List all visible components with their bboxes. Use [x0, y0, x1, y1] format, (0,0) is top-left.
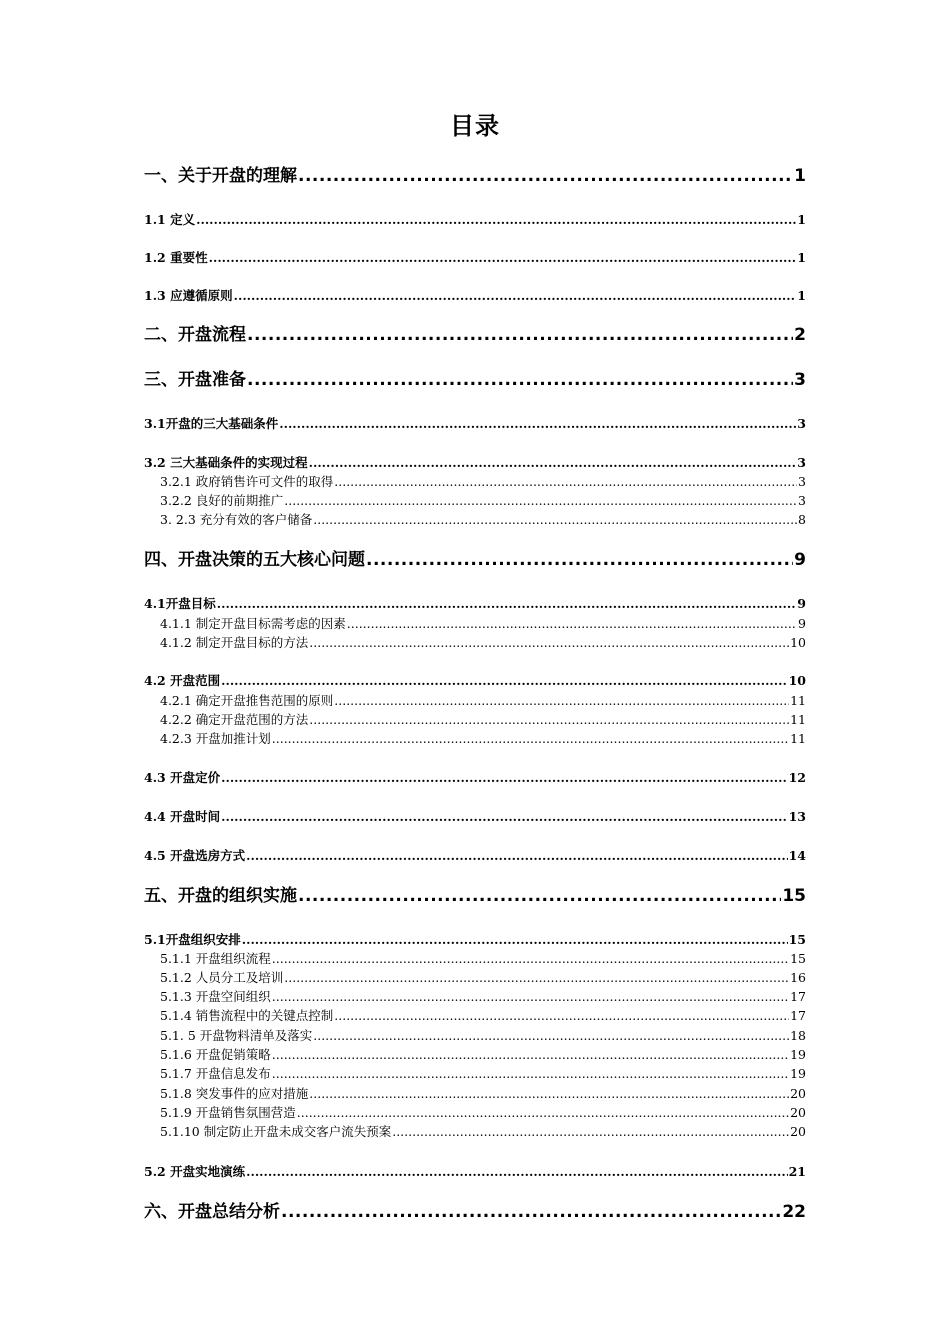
toc-entry-page: 17	[790, 989, 806, 1004]
toc-entry-text: 4.4 开盘时间	[144, 809, 221, 824]
toc-entry-level1[interactable]	[144, 548, 806, 572]
toc-entry-level2[interactable]	[144, 1163, 806, 1181]
toc-entry-page: 17	[790, 1008, 806, 1023]
toc-entry-text: 4.3 开盘定价	[144, 770, 221, 785]
dot-leader	[347, 615, 797, 633]
toc-entry-text: 3.2 三大基础条件的实现过程	[144, 455, 308, 470]
dot-leader	[246, 847, 787, 865]
toc-entry-level2[interactable]	[144, 595, 806, 613]
dot-leader	[272, 950, 789, 968]
dot-leader	[297, 1104, 789, 1122]
toc-entry-page: 11	[790, 712, 806, 727]
dot-leader	[313, 511, 797, 529]
toc-entry-level2[interactable]	[144, 211, 806, 229]
toc-entry-text: 4.2.1 确定开盘推售范围的原则	[160, 693, 334, 708]
toc-entry-text: 5.1. 5 开盘物料清单及落实	[160, 1028, 313, 1043]
toc-entry-page: 20	[790, 1124, 806, 1139]
toc-entry-text: 5.2 开盘实地演练	[144, 1164, 246, 1179]
toc-entry-level2[interactable]	[144, 415, 806, 433]
toc-entry-level2[interactable]	[144, 454, 806, 472]
toc-entry-text: 一、关于开盘的理解	[144, 166, 297, 186]
dot-leader	[217, 595, 797, 613]
toc-entry-page: 3	[794, 370, 806, 390]
toc-entry-level3[interactable]	[160, 969, 806, 987]
toc-entry-page: 20	[790, 1086, 806, 1101]
toc-entry-level3[interactable]	[160, 1027, 806, 1045]
toc-entry-level3[interactable]	[160, 1104, 806, 1122]
toc-entry-page: 16	[790, 970, 806, 985]
toc-entry-level3[interactable]	[160, 473, 806, 491]
toc-entry-level1[interactable]	[144, 1200, 806, 1224]
dot-leader	[247, 323, 793, 347]
dot-leader	[298, 164, 793, 188]
toc-entry-level3[interactable]	[160, 730, 806, 748]
toc-entry-level3[interactable]	[160, 988, 806, 1006]
toc-entry-page: 11	[790, 731, 806, 746]
toc-entry-text: 四、开盘决策的五大核心问题	[144, 550, 365, 570]
dot-leader	[209, 249, 797, 267]
dot-leader	[392, 1123, 789, 1141]
toc-entry-level3[interactable]	[160, 1085, 806, 1103]
toc-entry-page: 1	[797, 288, 806, 303]
toc-entry-level3[interactable]	[160, 1065, 806, 1083]
toc-entry-text: 二、开盘流程	[144, 325, 246, 345]
toc-entry-level2[interactable]	[144, 249, 806, 267]
toc-entry-text: 5.1.8 突发事件的应对措施	[160, 1086, 309, 1101]
dot-leader	[247, 368, 793, 392]
toc-entry-page: 19	[790, 1047, 806, 1062]
toc-entry-level3[interactable]	[160, 711, 806, 729]
toc-entry-level2[interactable]	[144, 287, 806, 305]
toc-entry-level1[interactable]	[144, 884, 806, 908]
toc-entry-level2[interactable]	[144, 847, 806, 865]
toc-title: 目录	[450, 112, 500, 140]
toc-entry-page: 1	[797, 250, 806, 265]
toc-entry-level3[interactable]	[160, 634, 806, 652]
toc-entry-level3[interactable]	[160, 615, 806, 633]
dot-leader	[334, 473, 797, 491]
toc-entry-page: 1	[794, 166, 806, 186]
toc-entry-text: 三、开盘准备	[144, 370, 246, 390]
dot-leader	[246, 1163, 787, 1181]
toc-entry-page: 15	[782, 886, 806, 906]
toc-entry-page: 3	[798, 493, 806, 508]
toc-entry-text: 4.1.1 制定开盘目标需考虑的因素	[160, 616, 346, 631]
toc-entry-text: 4.2 开盘范围	[144, 673, 221, 688]
dot-leader	[334, 1007, 789, 1025]
toc-entry-page: 9	[794, 550, 806, 570]
toc-entry-text: 5.1.7 开盘信息发布	[160, 1066, 271, 1081]
dot-leader	[284, 492, 797, 510]
toc-entry-level3[interactable]	[160, 511, 806, 529]
toc-entry-text: 1.3 应遵循原则	[144, 288, 233, 303]
dot-leader	[313, 1027, 789, 1045]
toc-entry-page: 20	[790, 1105, 806, 1120]
toc-entry-level2[interactable]	[144, 931, 806, 949]
toc-entry-page: 9	[797, 596, 806, 611]
dot-leader	[242, 931, 788, 949]
toc-entry-level1[interactable]	[144, 368, 806, 392]
dot-leader	[366, 548, 793, 572]
toc-entry-page: 18	[790, 1028, 806, 1043]
dot-leader	[221, 808, 787, 826]
toc-entry-text: 六、开盘总结分析	[144, 1202, 280, 1222]
toc-entry-level3[interactable]	[160, 692, 806, 710]
toc-entry-page: 11	[790, 693, 806, 708]
toc-entry-page: 8	[798, 512, 806, 527]
toc-entry-text: 4.2.3 开盘加推计划	[160, 731, 271, 746]
toc-entry-text: 4.1开盘目标	[144, 596, 216, 611]
toc-entry-level3[interactable]	[160, 1123, 806, 1141]
toc-entry-page: 9	[798, 616, 806, 631]
toc-entry-text: 5.1.3 开盘空间组织	[160, 989, 271, 1004]
toc-entry-text: 5.1.10 制定防止开盘未成交客户流失预案	[160, 1124, 392, 1139]
toc-entry-level3[interactable]	[160, 492, 806, 510]
dot-leader	[272, 1065, 789, 1083]
toc-entry-page: 12	[788, 770, 806, 785]
toc-entry-page: 15	[788, 932, 806, 947]
dot-leader	[272, 1046, 789, 1064]
toc-entry-level2[interactable]	[144, 769, 806, 787]
toc-entry-text: 5.1.1 开盘组织流程	[160, 951, 271, 966]
toc-entry-text: 5.1开盘组织安排	[144, 932, 241, 947]
toc-entry-text: 4.5 开盘选房方式	[144, 848, 246, 863]
dot-leader	[284, 969, 789, 987]
toc-entry-page: 3	[797, 416, 806, 431]
toc-entry-level3[interactable]	[160, 1007, 806, 1025]
toc-entry-text: 5.1.9 开盘销售氛围营造	[160, 1105, 296, 1120]
dot-leader	[234, 287, 797, 305]
dot-leader	[309, 1085, 789, 1103]
toc-entry-page: 1	[797, 212, 806, 227]
toc-entry-text: 3.2.2 良好的前期推广	[160, 493, 284, 508]
dot-leader	[309, 634, 789, 652]
toc-entry-page: 3	[797, 455, 806, 470]
toc-entry-page: 15	[790, 951, 806, 966]
dot-leader	[298, 884, 781, 908]
toc-entry-level1[interactable]	[144, 164, 806, 188]
toc-entry-level1[interactable]	[144, 323, 806, 347]
toc-entry-level3[interactable]	[160, 1046, 806, 1064]
toc-entry-level3[interactable]	[160, 950, 806, 968]
toc-entry-page: 14	[788, 848, 806, 863]
toc-entry-page: 2	[794, 325, 806, 345]
dot-leader	[272, 988, 789, 1006]
toc-entry-text: 5.1.6 开盘促销策略	[160, 1047, 271, 1062]
toc-entry-text: 1.1 定义	[144, 212, 196, 227]
toc-entry-page: 10	[788, 673, 806, 688]
dot-leader	[334, 692, 789, 710]
toc-entry-text: 3.1开盘的三大基础条件	[144, 416, 279, 431]
dot-leader	[196, 211, 796, 229]
toc-entry-page: 3	[798, 474, 806, 489]
toc-entry-page: 22	[782, 1202, 806, 1222]
toc-entry-text: 五、开盘的组织实施	[144, 886, 297, 906]
toc-entry-page: 19	[790, 1066, 806, 1081]
toc-entry-text: 5.1.2 人员分工及培训	[160, 970, 284, 985]
toc-entry-text: 1.2 重要性	[144, 250, 208, 265]
toc-entry-page: 13	[788, 809, 806, 824]
toc-entry-text: 5.1.4 销售流程中的关键点控制	[160, 1008, 334, 1023]
toc-entry-text: 3.2.1 政府销售许可文件的取得	[160, 474, 334, 489]
dot-leader	[221, 672, 787, 690]
dot-leader	[279, 415, 796, 433]
dot-leader	[309, 711, 789, 729]
dot-leader	[221, 769, 787, 787]
dot-leader	[309, 454, 797, 472]
toc-entry-level2[interactable]	[144, 808, 806, 826]
dot-leader	[281, 1200, 781, 1224]
toc-entry-text: 4.1.2 制定开盘目标的方法	[160, 635, 309, 650]
dot-leader	[272, 730, 789, 748]
toc-entry-text: 3. 2.3 充分有效的客户储备	[160, 512, 313, 527]
toc-entry-level2[interactable]	[144, 672, 806, 690]
toc-entry-page: 10	[790, 635, 806, 650]
toc-entry-text: 4.2.2 确定开盘范围的方法	[160, 712, 309, 727]
toc-entry-page: 21	[788, 1164, 806, 1179]
